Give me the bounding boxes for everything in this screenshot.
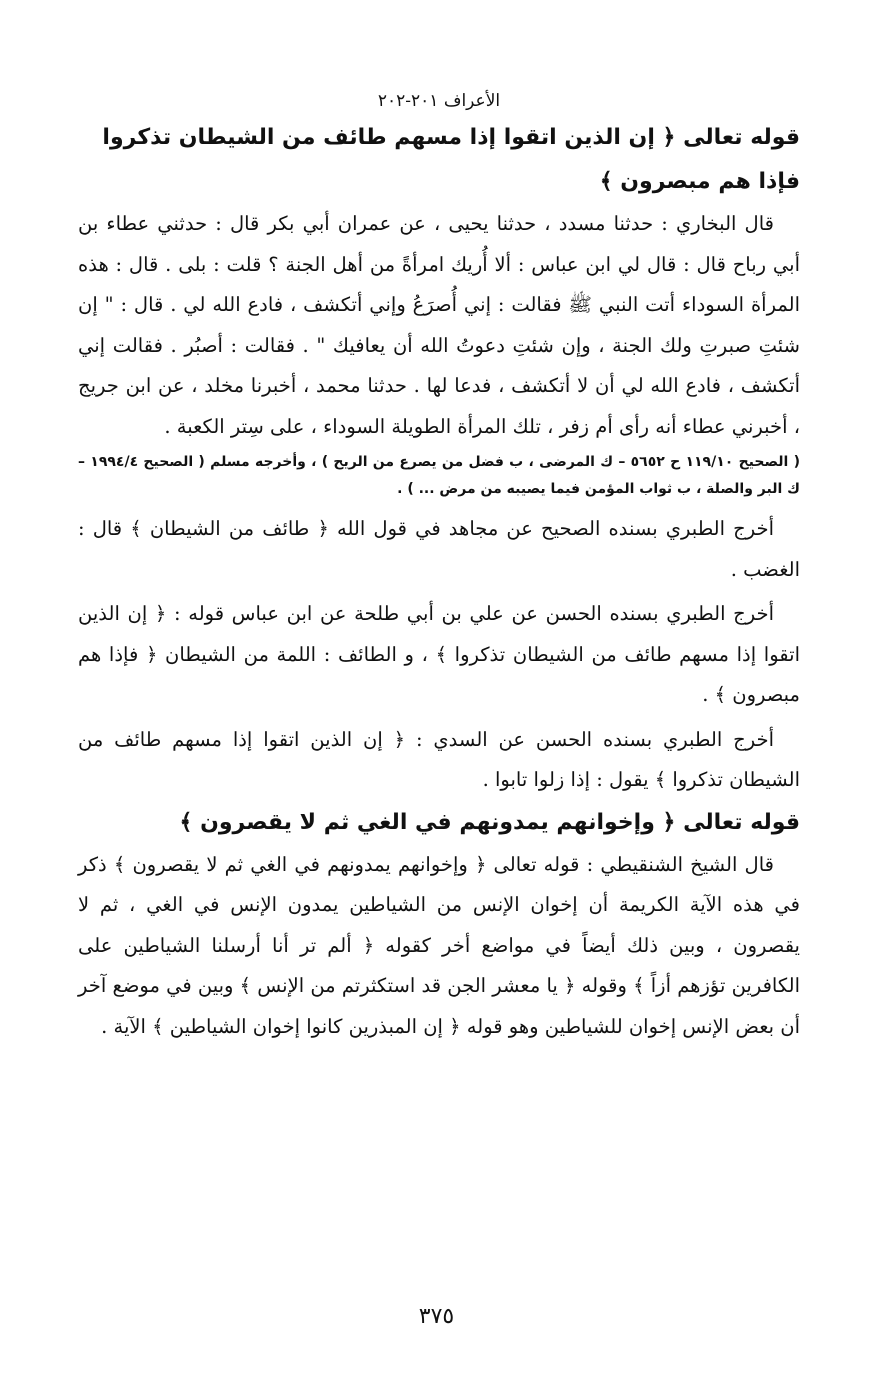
section-heading: قوله تعالى ﴿ وإخوانهم يمدونهم في الغي ثم لا يقصرون ﴾	[179, 809, 800, 835]
book-page	[78, 88, 800, 1047]
commentary-paragraph: قال الشيخ الشنقيطي : قوله تعالى ﴿ وإخوانهم يمدونهم في الغي ثم لا يقصرون ﴾ ذكر في هذه الآية الكريمة أن إخوان الإنس من الشياطين يمدون الإنس في الغي ، ثم لا يقصرون ، وبين ذلك أيضاً في مواضع أخر كقوله ﴿ ألم تر أنا أرسلنا الشياطين على الكافرين تؤزهم أزاً ﴾ وقوله ﴿ يا معشر الجن قد استكثرتم من الإنس ﴾ وبين في موضع آخر أن بعض الإنس إخوان للشياطين وهو قوله ﴿ إن المبذرين كانوا إخوان الشياطين ﴾ الآية .	[78, 852, 800, 1038]
section-heading: قوله تعالى ﴿ إن الذين اتقوا إذا مسهم طائف من الشيطان تذكروا فإذا هم مبصرون ﴾	[102, 125, 800, 194]
tafsir-paragraph: أخرج الطبري بسنده الصحيح عن مجاهد في قول الله ﴿ طائف من الشيطان ﴾ قال : الغضب .	[78, 517, 800, 581]
tafsir-paragraph: أخرج الطبري بسنده الحسن عن علي بن أبي طلحة عن ابن عباس قوله : ﴿ إن الذين اتقوا إذا مسهم طائف من الشيطان تذكروا ﴾ ، و الطائف : اللمة من الشيطان ﴿ فإذا هم مبصرون ﴾ .	[78, 602, 800, 706]
page-number: ٣٧٥	[418, 1304, 455, 1329]
tafsir-paragraph: أخرج الطبري بسنده الحسن عن السدي : ﴿ إن الذين اتقوا إذا مسهم طائف من الشيطان تذكروا ﴾ يقول : إذا زلوا تابوا .	[78, 727, 800, 791]
running-header: الأعراف ٢٠١-٢٠٢	[377, 91, 501, 111]
hadith-paragraph: قال البخاري : حدثنا مسدد ، حدثنا يحيى ، عن عمران أبي بكر قال : حدثني عطاء بن أبي رباح قال : قال لي ابن عباس : ألا أُريك امرأةً من أهل الجنة ؟ قلت : بلى . قال : هذه المرأة السوداء أتت النبي ﷺ فقالت : إني أُصرَعُ وإني أتكشف ، فادع الله لي . قال : " إن شئتِ صبرتِ ولك الجنة ، وإن شئتِ دعوتُ الله أن يعافيك " . فقالت : أصبُر . فقالت إني أتكشف ، فادع الله لي أن لا أتكشف ، فدعا لها . حدثنا محمد ، أخبرنا مخلد ، عن ابن جريج ، أخبرني عطاء أنه رأى أم زفر ، تلك المرأة الطويلة السوداء ، على سِتر الكعبة .	[78, 212, 800, 438]
source-reference: ( الصحيح ١١٩/١٠ ح ٥٦٥٢ – ك المرضى ، ب فضل من يصرع من الريح ) ، وأخرجه مسلم ( الصحيح ١٩٩٤/٤ – ك البر والصلة ، ب ثواب المؤمن فيما يصيبه من مرض ... ) .	[78, 454, 800, 497]
